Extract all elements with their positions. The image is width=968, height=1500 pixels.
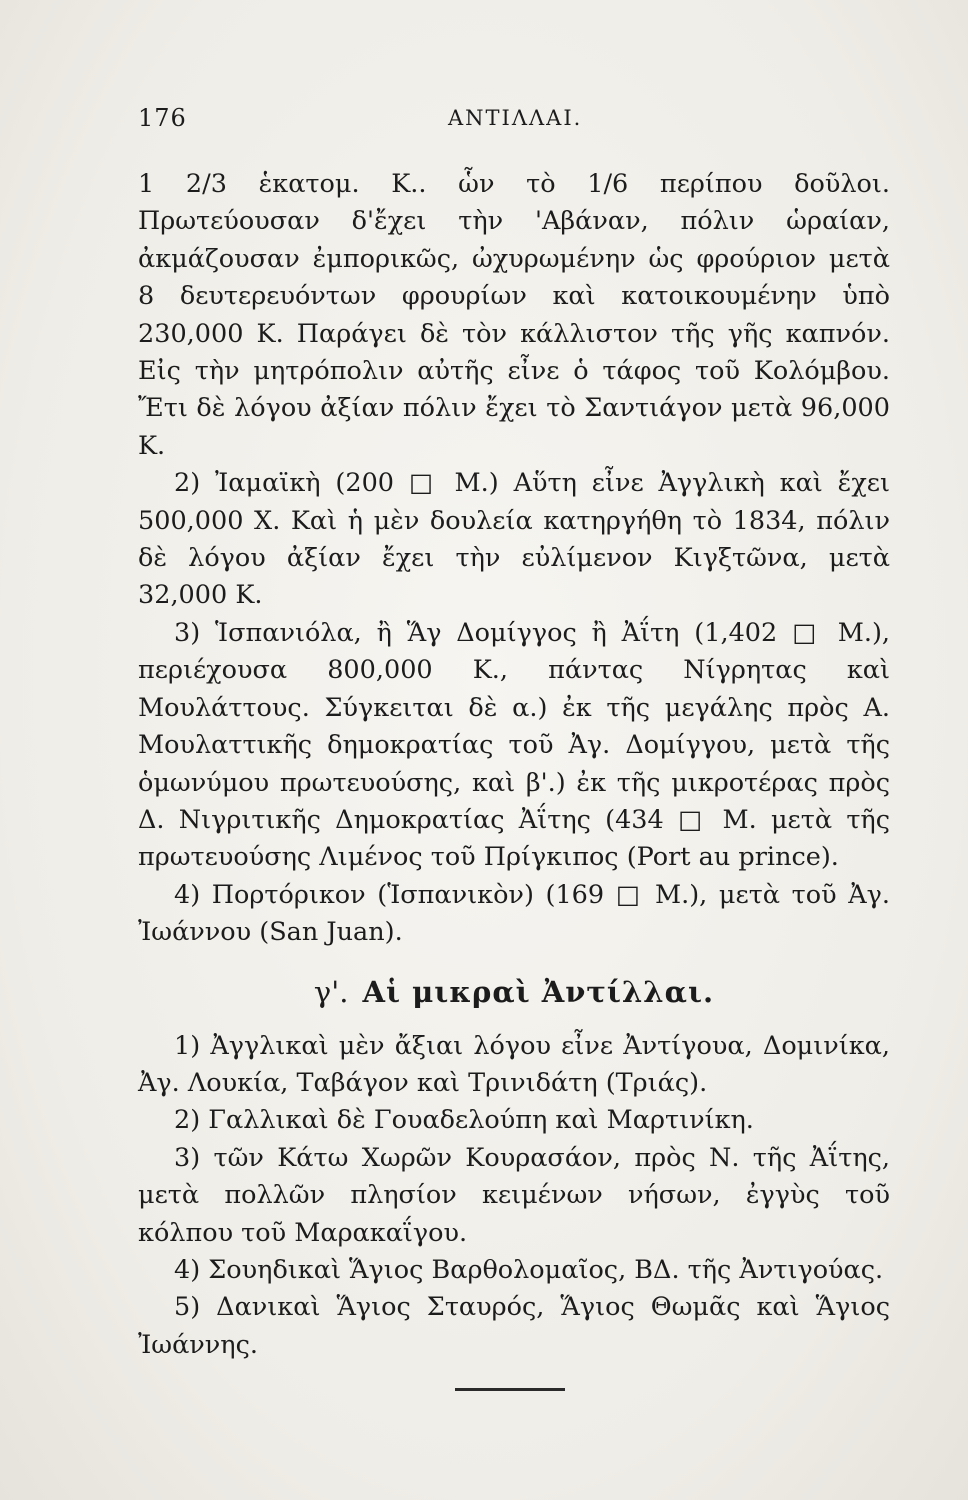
end-rule: [455, 1388, 565, 1391]
section-title: Αἱ μικραὶ Ἀντίλλαι.: [362, 974, 715, 1009]
paragraph-puerto-rico: 4) Πορτόρικον (Ἱσπανικὸν) (169 □ Μ.), μετὰ τοῦ Ἀγ. Ἰωάννου (San Juan).: [138, 879, 890, 948]
body-text: [138, 166, 890, 1364]
page-header: [138, 104, 888, 136]
paragraph-swedish-islands: 4) Σουηδικαὶ Ἅγιος Βαρθολομαῖος, ΒΔ. τῆς Ἀντιγούας.: [174, 1254, 884, 1285]
paragraph-cuba: 1 2/3 ἑκατομ. Κ.. ὧν τὸ 1/6 περίπου δοῦλοι. Πρωτεύουσαν δ'ἔχει τὴν 'Αβάναν, πόλιν ὡραίαν, ἀκμάζουσαν ἐμπορικῶς, ὠχυρωμένην ὡς φρούριον μετὰ 8 δευτερευόντων φρουρίων καὶ κατοικουμένην ὑπὸ 230,000 Κ. Παράγει δὲ τὸν κάλλιστον τῆς γῆς καπνόν. Εἰς τὴν μητρόπολιν αὐτῆς εἶνε ὁ τάφος τοῦ Κολόμβου. Ἔτι δὲ λόγου ἀξίαν πόλιν ἔχει τὸ Σαντιάγον μετὰ 96,000 Κ.: [138, 169, 890, 461]
paragraph-dutch-islands: 3) τῶν Κάτω Χωρῶν Κουρασάον, πρὸς Ν. τῆς Ἀΐτης, μετὰ πολλῶν πλησίον κειμένων νήσων, ἐγγὺς τοῦ κόλπου τοῦ Μαρακαΐγου.: [138, 1142, 890, 1248]
paragraph-danish-islands: 5) Δανικαὶ Ἅγιος Σταυρός, Ἅγιος Θωμᾶς καὶ Ἅγιος Ἰωάννης.: [138, 1292, 890, 1360]
paragraph-english-islands: 1) Ἀγγλικαὶ μὲν ἄξιαι λόγου εἶνε Ἀντίγουα, Δομινίκα, Ἀγ. Λουκία, Ταβάγον καὶ Τρινιδάτη (Τριάς).: [138, 1030, 890, 1098]
paragraph-hispaniola: 3) Ἱσπανιόλα, ἢ Ἅγ Δομίγγος ἢ Ἀΐτη (1,402 □ Μ.), περιέχουσα 800,000 Κ., πάντας Νίγρητας καὶ Μουλάττους. Σύγκειται δὲ α.) ἐκ τῆς μεγάλης πρὸς Α. Μουλαττικῆς δημοκρατίας τοῦ Ἀγ. Δομίγγου, μετὰ τῆς ὁμωνύμου πρωτευούσης, καὶ β'.) ἐκ τῆς μικροτέρας πρὸς Δ. Νιγριτικῆς Δημοκρατίας Ἀΐτης (434 □ Μ. μετὰ τῆς πρωτευούσης Λιμένος τοῦ Πρίγκιπος (Port au prince).: [138, 617, 890, 873]
section-number: γ'.: [313, 974, 349, 1009]
section-heading: [138, 972, 890, 1012]
running-title: ΑΝΤΙΛΛΑΙ.: [448, 106, 583, 130]
paragraph-french-islands: 2) Γαλλικαὶ δὲ Γουαδελούπη καὶ Μαρτινίκη.: [174, 1105, 754, 1136]
page-number: 176: [138, 104, 187, 132]
paragraph-jamaica: 2) Ἰαμαϊκὴ (200 □ Μ.) Αὕτη εἶνε Ἀγγλικὴ καὶ ἔχει 500,000 Χ. Καὶ ἡ μὲν δουλεία κατηργήθη τὸ 1834, πόλιν δὲ λόγου ἀξίαν ἔχει τὴν εὐλίμενον Κιγξτῶνα, μετὰ 32,000 Κ.: [138, 468, 890, 611]
